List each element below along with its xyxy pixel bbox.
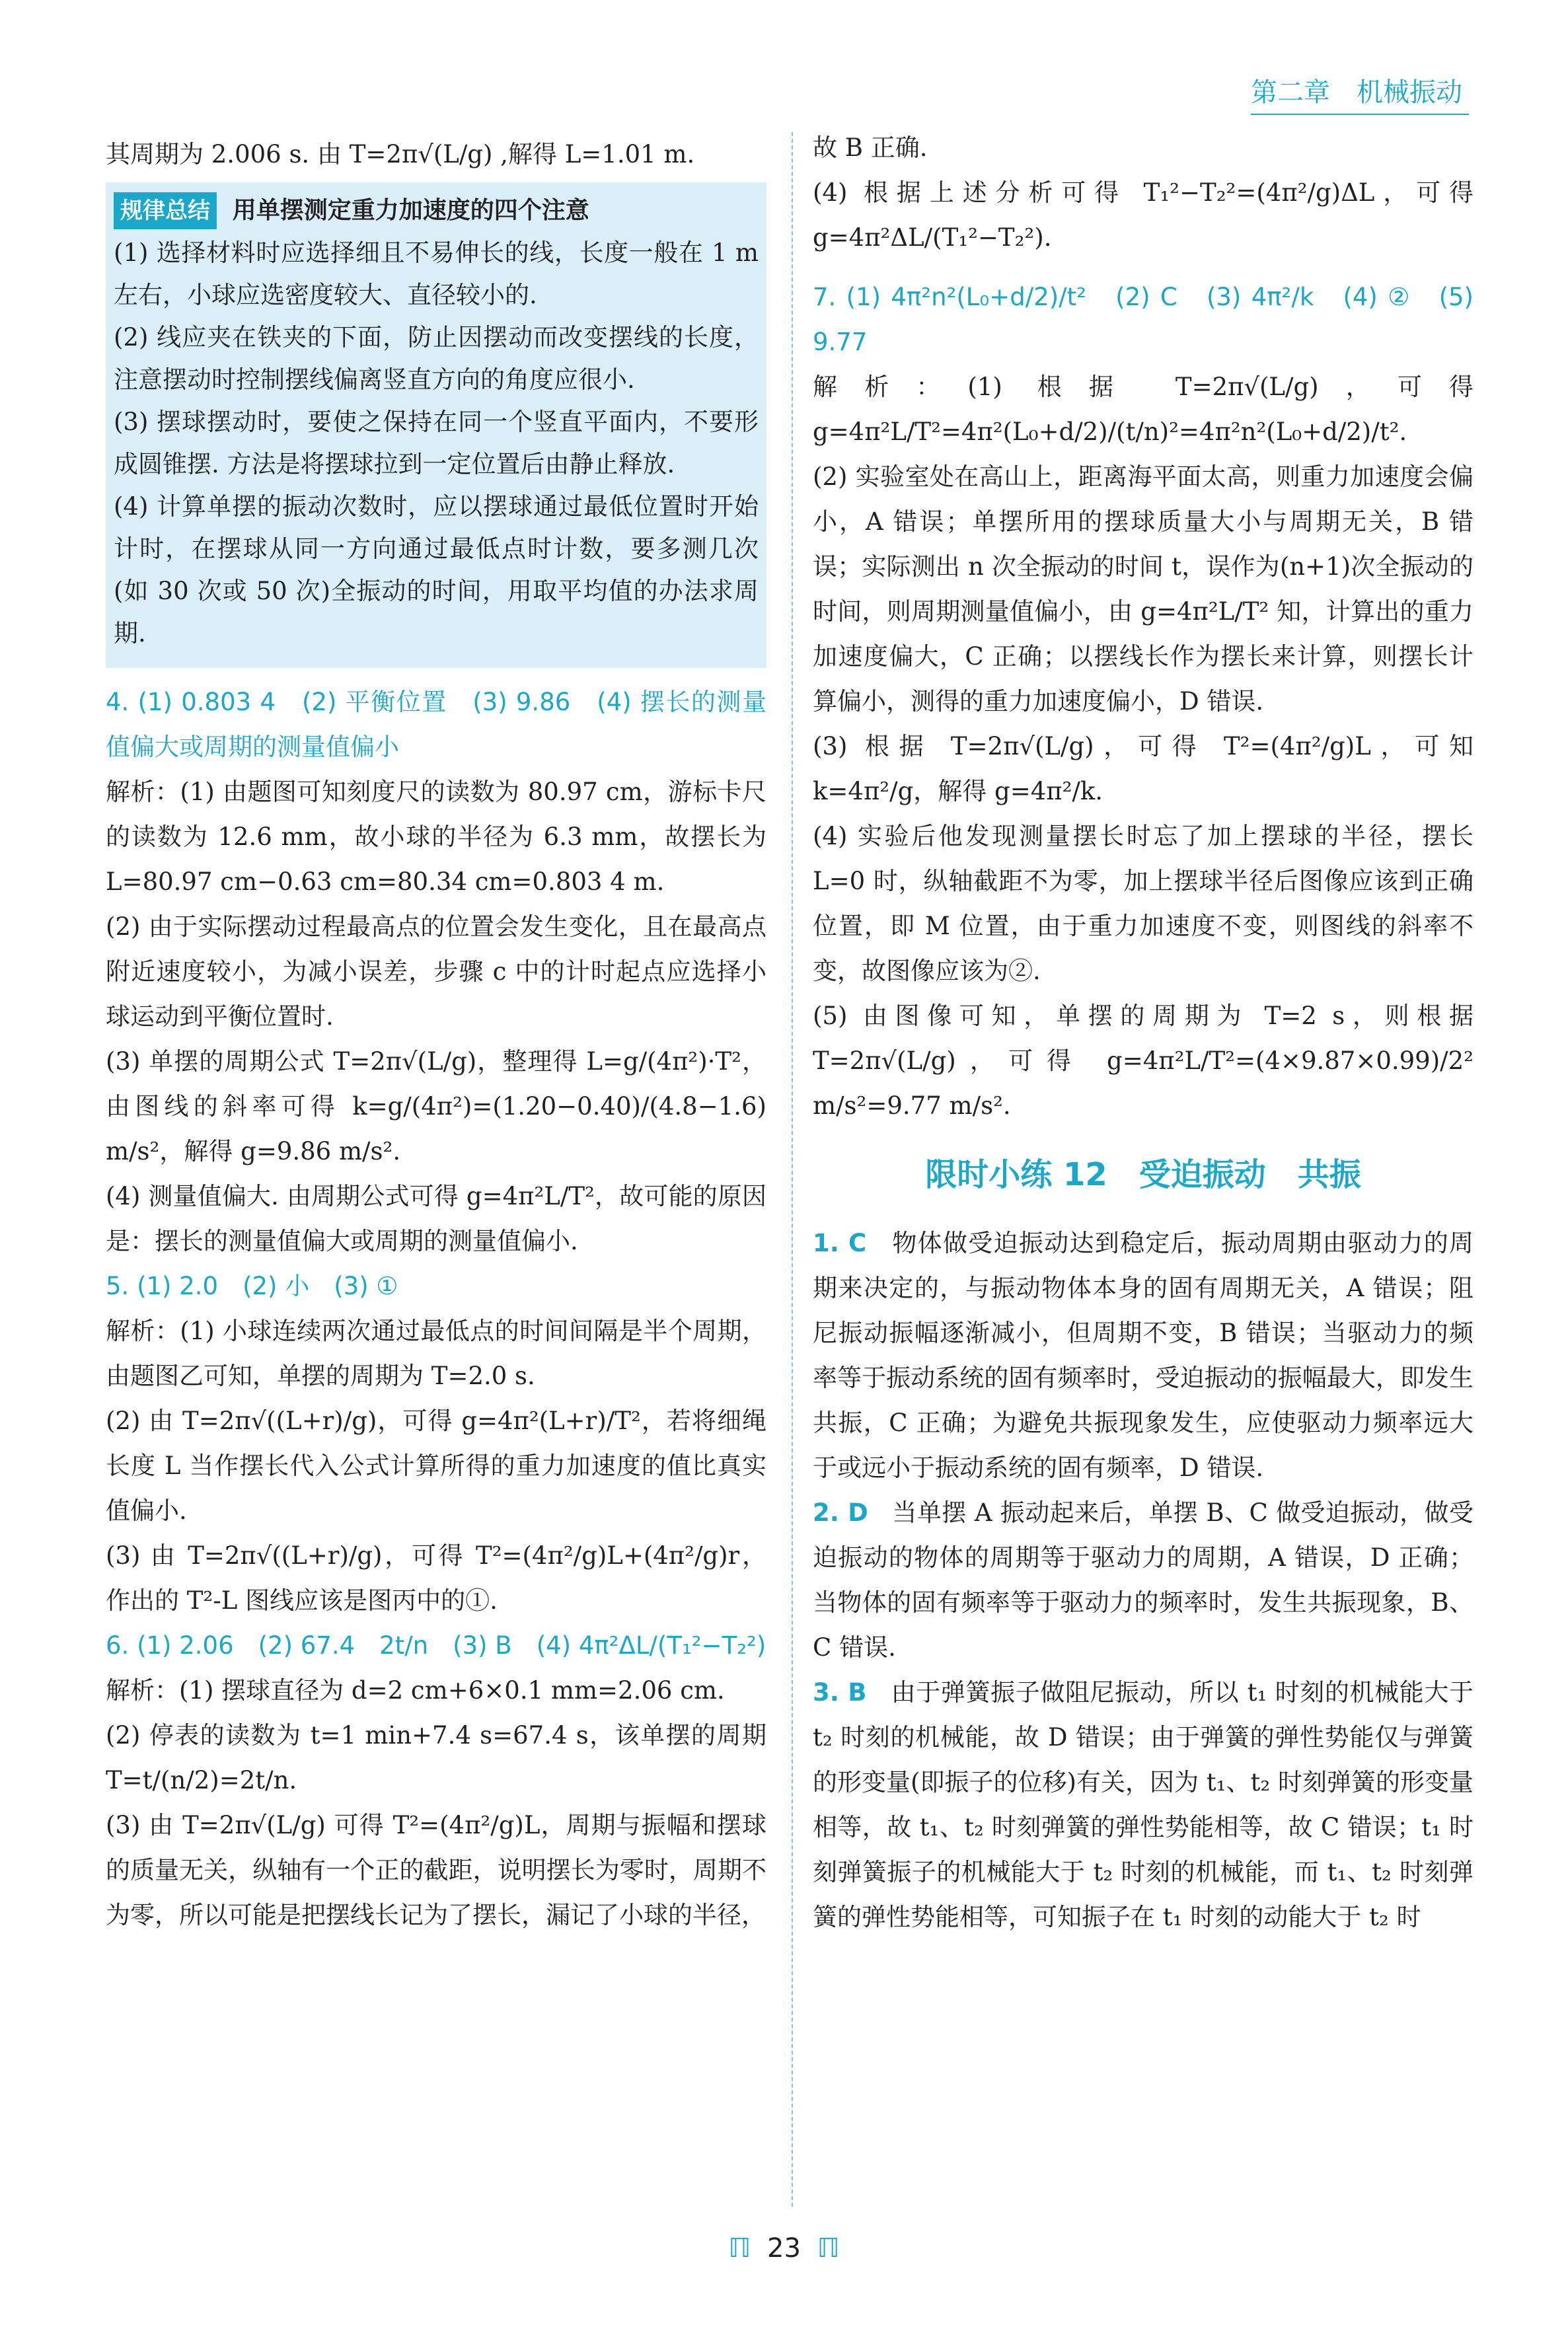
q5-answer: 5. (1) 2.0 (2) 小 (3) ①	[106, 1272, 398, 1300]
q4-analysis: 解析：(1) 由题图可知刻度尺的读数为 80.97 cm，游标卡尺的读数为 12.6 mm，故小球的半径为 6.3 mm，故摆长为 L=80.97 cm−0.63 cm=80.34 cm=0.803 4 m.	[106, 778, 766, 896]
q7-analysis: (2) 实验室处在高山上，距离海平面太高，则重力加速度会偏小，A 错误；单摆所用的摆球质量大小与周期无关，B 错误；实际测出 n 次全振动的时间 t，误作为(n+1)次全振动的时间，则周期测量值偏小，由 g=4π²L/T² 知，计算出的重力加速度偏大，C 正确；以摆线长作为摆长来计算，则摆长计算偏小，测得的重力加速度偏小，D 错误.	[813, 462, 1474, 716]
summary-item: (4) 计算单摆的振动次数时，应以摆球通过最低位置时开始计时，在摆球从同一方向通过最低点时计数，要多测几次(如 30 次或 50 次)全振动的时间，用取平均值的办法求周期.	[114, 492, 759, 647]
q7-answer: 7. (1) 4π²n²(L₀+d/2)/t² (2) C (3) 4π²/k (4) ② (5) 9.77	[813, 283, 1474, 356]
chapter-header: 第二章 机械振动	[1251, 77, 1462, 108]
answer-item	[813, 1491, 1474, 1670]
answer-label: 2. D	[813, 1498, 868, 1527]
answer-item	[813, 1670, 1474, 1940]
q6-analysis: (2) 停表的读数为 t=1 min+7.4 s=67.4 s，该单摆的周期 T=t/(n/2)=2t/n.	[106, 1721, 766, 1794]
summary-tag: 规律总结	[114, 192, 217, 229]
q6-answer: 6. (1) 2.06 (2) 67.4 2t/n (3) B (4) 4π²ΔL/(T₁²−T₂²)	[106, 1631, 766, 1660]
intro-line: 其周期为 2.006 s. 由 T=2π√(L/g) ,解得 L=1.01 m.	[106, 140, 695, 168]
ornament-left-icon: ℿ	[728, 2233, 751, 2264]
summary-heading	[114, 189, 759, 232]
ornament-right-icon: ℿ	[817, 2233, 840, 2264]
q7-analysis: 解析：(1) 根据 T=2π√(L/g)，可得 g=4π²L/T²=4π²(L₀+d/2)/(t/n)²=4π²n²(L₀+d/2)/t².	[813, 373, 1474, 446]
q5-analysis: (3) 由 T=2π√((L+r)/g)，可得 T²=(4π²/g)L+(4π²/g)r，作出的 T²-L 图线应该是图丙中的①.	[106, 1541, 766, 1615]
continued-text: 故 B 正确.	[813, 133, 928, 162]
header-rule	[1251, 114, 1469, 115]
summary-box	[106, 182, 766, 668]
q5-analysis: 解析：(1) 小球连续两次通过最低点的时间间隔是半个周期，由题图乙可知，单摆的周期为 T=2.0 s.	[106, 1317, 766, 1390]
column-divider	[792, 132, 793, 2207]
page-number-text: 23	[767, 2233, 801, 2264]
answer-label: 1. C	[813, 1229, 867, 1257]
q4-analysis: (4) 测量值偏大. 由周期公式可得 g=4π²L/T²，故可能的原因是：摆长的测量值偏大或周期的测量值偏小.	[106, 1182, 766, 1255]
q6-analysis: 解析：(1) 摆球直径为 d=2 cm+6×0.1 mm=2.06 cm.	[106, 1676, 725, 1705]
q7-analysis: (4) 实验后他发现测量摆长时忘了加上摆球的半径，摆长 L=0 时，纵轴截距不为零，加上摆球半径后图像应该到正确位置，即 M 位置，由于重力加速度不变，则图线的斜率不变，故图像应该为②.	[813, 822, 1474, 985]
summary-title: 用单摆测定重力加速度的四个注意	[232, 197, 589, 224]
left-column	[106, 132, 766, 1938]
q5-analysis: (2) 由 T=2π√((L+r)/g)，可得 g=4π²(L+r)/T²，若将细绳长度 L 当作摆长代入公式计算所得的重力加速度的值比真实值偏小.	[106, 1407, 766, 1525]
q4-analysis: (2) 由于实际摆动过程最高点的位置会发生变化，且在最高点附近速度较小，为减小误差，步骤 c 中的计时起点应选择小球运动到平衡位置时.	[106, 912, 766, 1031]
q4-answer: 4. (1) 0.803 4 (2) 平衡位置 (3) 9.86 (4) 摆长的测量值偏大或周期的测量值偏小	[106, 688, 766, 761]
summary-item: (3) 摆球摆动时，要使之保持在同一个竖直平面内，不要形成圆锥摆. 方法是将摆球拉到一定位置后由静止释放.	[114, 408, 759, 478]
summary-item: (2) 线应夹在铁夹的下面，防止因摆动而改变摆线的长度，注意摆动时控制摆线偏离竖直方向的角度应很小.	[114, 323, 759, 394]
right-column	[813, 126, 1474, 1940]
section-title: 限时小练 12 受迫振动 共振	[925, 1156, 1361, 1193]
page-number	[0, 2233, 1568, 2264]
answer-text: 由于弹簧振子做阻尼振动，所以 t₁ 时刻的机械能大于 t₂ 时刻的机械能，故 D 错误；由于弹簧的弹性势能仅与弹簧的形变量(即振子的位移)有关，因为 t₁、t₂ 时刻弹簧的形变量相等，故 t₁、t₂ 时刻弹簧的弹性势能相等，故 C 错误；t₁ 时刻弹簧振子的机械能大于 t₂ 时刻的机械能，而 t₁、t₂ 时刻弹簧的弹性势能相等，可知振子在 t₁ 时刻的动能大于 t₂ 时	[813, 1678, 1474, 1931]
q7-analysis: (3) 根据 T=2π√(L/g)，可得 T²=(4π²/g)L，可知 k=4π²/g，解得 g=4π²/k.	[813, 732, 1474, 805]
q4-analysis: (3) 单摆的周期公式 T=2π√(L/g)，整理得 L=g/(4π²)·T²，由图线的斜率可得 k=g/(4π²)=(1.20−0.40)/(4.8−1.6) m/s²，解得 g=9.86 m/s².	[106, 1047, 766, 1165]
continued-text: (4) 根据上述分析可得 T₁²−T₂²=(4π²/g)ΔL，可得 g=4π²ΔL/(T₁²−T₂²).	[813, 178, 1474, 252]
q6-analysis: (3) 由 T=2π√(L/g) 可得 T²=(4π²/g)L，周期与振幅和摆球的质量无关，纵轴有一个正的截距，说明摆长为零时，周期不为零，所以可能是把摆线长记为了摆长，漏记了小球的半径，	[106, 1811, 766, 1929]
answer-label: 3. B	[813, 1678, 867, 1707]
q7-analysis: (5) 由图像可知，单摆的周期为 T=2 s，则根据 T=2π√(L/g)，可得 g=4π²L/T²=(4×9.87×0.99)/2² m/s²=9.77 m/s².	[813, 1002, 1474, 1120]
answer-item	[813, 1221, 1474, 1491]
answer-text: 物体做受迫振动达到稳定后，振动周期由驱动力的周期来决定的，与振动物体本身的固有周期无关，A 错误；阻尼振动振幅逐渐减小，但周期不变，B 错误；当驱动力的频率等于振动系统的固有频率时，受迫振动的振幅最大，即发生共振，C 正确；为避免共振现象发生，应使驱动力频率远大于或远小于振动系统的固有频率，D 错误.	[813, 1229, 1474, 1482]
answer-text: 当单摆 A 振动起来后，单摆 B、C 做受迫振动，做受迫振动的物体的周期等于驱动力的周期，A 错误，D 正确；当物体的固有频率等于驱动力的频率时，发生共振现象，B、C 错误.	[813, 1498, 1474, 1662]
summary-item: (1) 选择材料时应选择细且不易伸长的线，长度一般在 1 m 左右，小球应选密度较大、直径较小的.	[114, 239, 759, 309]
